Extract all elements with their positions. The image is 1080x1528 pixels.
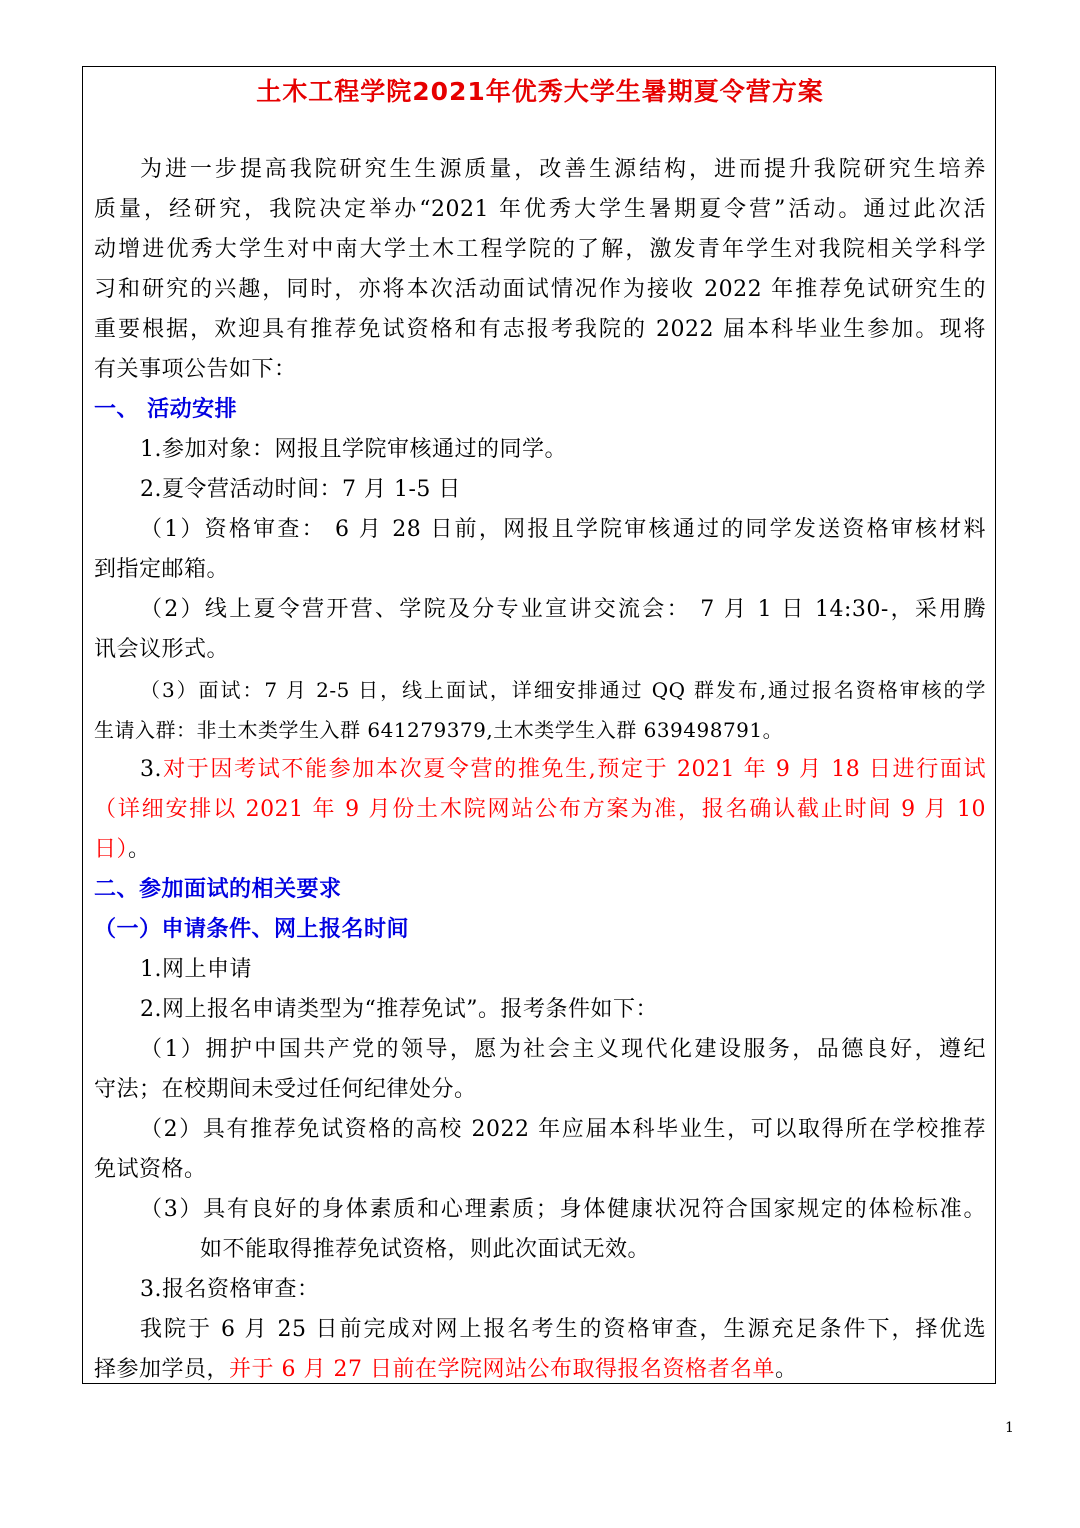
list-item: 1.网上申请: [140, 957, 252, 982]
sub-item-line: 讯会议形式。: [94, 637, 230, 662]
condition-line: 如不能取得推荐免试资格，则此次面试无效。: [200, 1237, 651, 1262]
review-line: [94, 1355, 986, 1385]
condition-line: （1）拥护中国共产党的领导，愿为社会主义现代化建设服务，品德良好，遵纪: [140, 1037, 986, 1062]
list-item: 2.网上报名申请类型为“推荐免试”。报考条件如下：: [140, 997, 658, 1022]
list-item: 3.报名资格审查：: [140, 1277, 320, 1302]
intro-line: 重要根据，欢迎具有推荐免试资格和有志报考我院的 2022 届本科毕业生参加。现将: [94, 317, 986, 342]
review-red-text: 并于 6 月 27 日前在学院网站公布取得报名资格者名单: [229, 1357, 775, 1382]
notice-line: （详细安排以 2021 年 9 月份土木院网站公布方案为准，报名确认截止时间 9 月 10: [94, 797, 986, 822]
review-text: 择参加学员，: [94, 1357, 230, 1382]
notice-text: 对于因考试不能参加本次夏令营的推免生,预定于 2021 年 9 月 18 日进行面试: [162, 757, 986, 782]
section-heading: 二、参加面试的相关要求: [94, 877, 342, 902]
sub-item-line: （1）资格审查： 6 月 28 日前，网报且学院审核通过的同学发送资格审核材料: [140, 517, 986, 542]
notice-line: [140, 755, 986, 785]
notice-line: [94, 835, 986, 865]
intro-line: 动增进优秀大学生对中南大学土木工程学院的了解，激发青年学生对我院相关学科学: [94, 237, 986, 262]
document-title: 土木工程学院2021年优秀大学生暑期夏令营方案: [256, 77, 824, 106]
condition-line: 守法；在校期间未受过任何纪律处分。: [94, 1077, 477, 1102]
list-item: 2.夏令营活动时间：7 月 1-5 日: [140, 477, 461, 502]
intro-line: 质量，经研究，我院决定举办“2021 年优秀大学生暑期夏令营”活动。通过此次活: [94, 197, 986, 222]
sub-item-line: （2）线上夏令营开营、学院及分专业宣讲交流会： 7 月 1 日 14:30-，采用腾: [140, 597, 986, 622]
condition-line: 免试资格。: [94, 1157, 207, 1182]
sub-heading: （一）申请条件、网上报名时间: [94, 917, 410, 942]
page-number: 1: [1005, 1420, 1014, 1436]
list-item: 1.参加对象：网报且学院审核通过的同学。: [140, 437, 567, 462]
notice-prefix: 3.: [140, 757, 162, 782]
condition-line: （3）具有良好的身体素质和心理素质；身体健康状况符合国家规定的体检标准。: [140, 1197, 986, 1222]
sub-item-line: 到指定邮箱。: [94, 557, 230, 582]
condition-line: （2）具有推荐免试资格的高校 2022 年应届本科毕业生，可以取得所在学校推荐: [140, 1117, 986, 1142]
intro-line: 习和研究的兴趣，同时，亦将本次活动面试情况作为接收 2022 年推荐免试研究生的: [94, 277, 986, 302]
sub-item-line: 生请入群：非土木类学生入群 641279379,土木类学生入群 639498791。: [94, 718, 784, 742]
notice-suffix: 。: [128, 837, 151, 862]
intro-line: 有关事项公告如下：: [94, 357, 297, 382]
section-heading: 一、 活动安排: [94, 397, 238, 422]
sub-item-line: （3）面试：7 月 2-5 日，线上面试，详细安排通过 QQ 群发布,通过报名资格审核的学: [140, 678, 986, 702]
review-end: 。: [774, 1357, 798, 1382]
review-line: 我院于 6 月 25 日前完成对网上报名考生的资格审查，生源充足条件下，择优选: [140, 1317, 986, 1342]
notice-text: 日）: [94, 837, 129, 862]
intro-line: 为进一步提高我院研究生生源质量，改善生源结构，进而提升我院研究生培养: [140, 157, 986, 182]
